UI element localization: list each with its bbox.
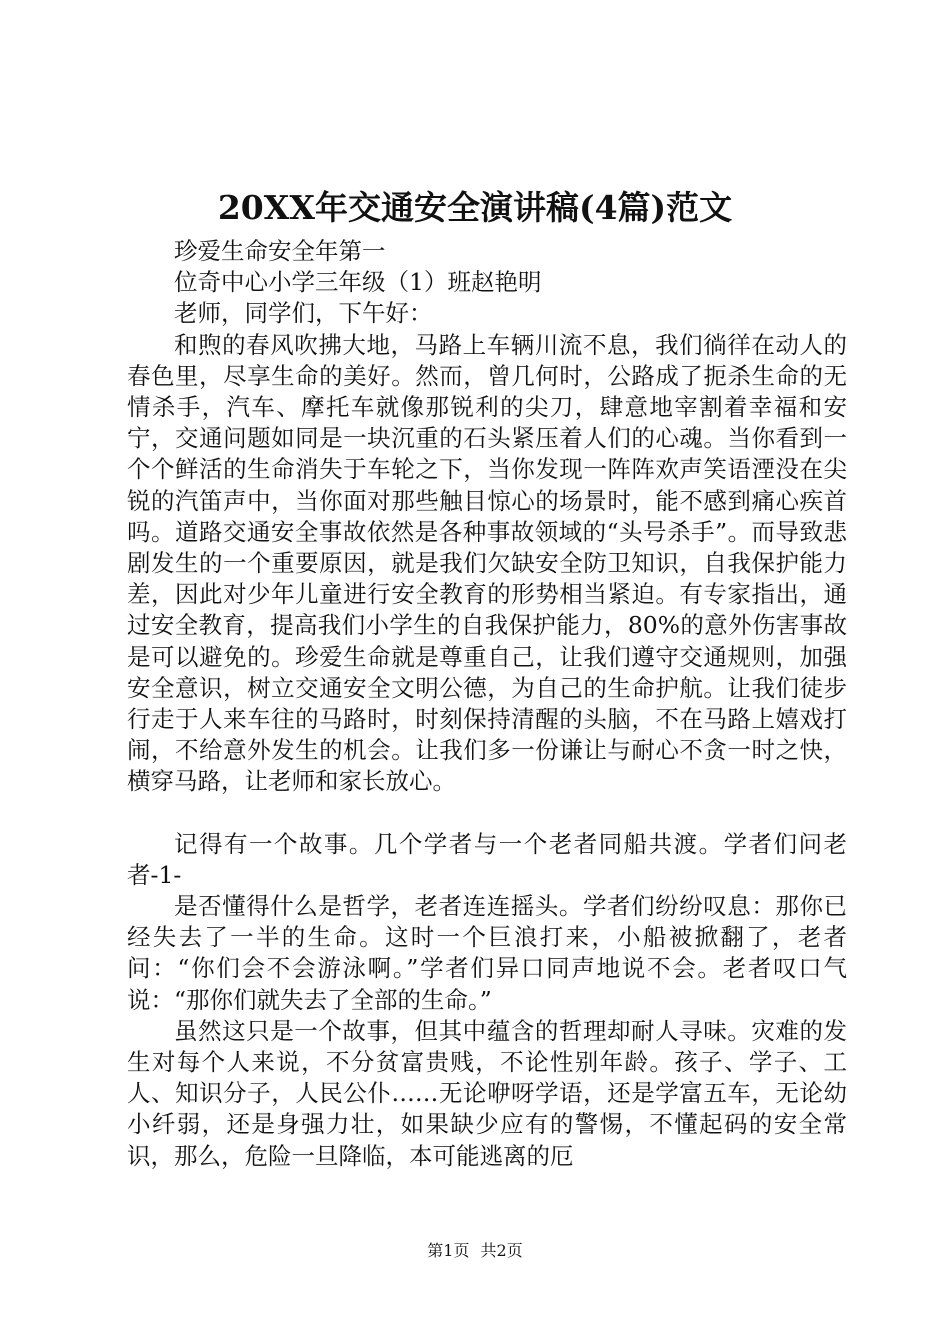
page-footer (0, 1240, 950, 1262)
paragraph-body: 记得有一个故事。几个学者与一个老者同船共渡。学者们问老者-1- (127, 829, 847, 889)
paragraph-body: 和煦的春风吹拂大地，马路上车辆川流不息，我们徜徉在动人的春色里，尽享生命的美好。然而，曾几何时，公路成了扼杀生命的无情杀手，汽车、摩托车就像那锐利的尖刀，肆意地宰割着幸福和安宁，交通问题如同是一块沉重的石头紧压着人们的心魂。当你看到一个个鲜活的生命消失于车轮之下，当你发现一阵阵欢声笑语湮没在尖锐的汽笛声中，当你面对那些触目惊心的场景时，能不感到痛心疾首吗。道路交通安全事故依然是各种事故领域的“头号杀手”。而导致悲剧发生的一个重要原因，就是我们欠缺安全防卫知识，自我保护能力差，因此对少年儿童进行安全教育的形势相当紧迫。有专家指出，通过安全教育，提高我们小学生的自我保护能力，80%的意外伤害事故是可以避免的。珍爱生命就是尊重自己，让我们遵守交通规则，加强安全意识，树立交通安全文明公德，为自己的生命护航。让我们徒步行走于人来车往的马路时，时刻保持清醒的头脑，不在马路上嬉戏打闹，不给意外发生的机会。让我们多一份谦让与耐心不贪一时之快，横穿马路，让老师和家长放心。 (127, 330, 847, 796)
paragraph-greeting: 老师，同学们，下午好： (174, 299, 433, 328)
paragraph-subtitle: 珍爱生命安全年第一 (174, 237, 386, 265)
document-title: 20XX年交通安全演讲稿(4篇)范文 (217, 188, 733, 227)
paragraph-body: 是否懂得什么是哲学，老者连连摇头。学者们纷纷叹息：那你已经失去了一半的生命。这时一个巨浪打来，小船被掀翻了，老者问：“你们会不会游泳啊。”学者们异口同声地说不会。老者叹口气说：“那你们就失去了全部的生命。” (127, 892, 847, 1014)
page-number: 第1页 (427, 1241, 470, 1260)
page-total: 共2页 (480, 1241, 523, 1260)
document-body (127, 236, 847, 1172)
paragraph-body: 虽然这只是一个故事，但其中蕴含的哲理却耐人寻味。灾难的发生对每个人来说，不分贫富贵贱，不论性别年龄。孩子、学子、工人、知识分子，人民公仆……无论咿呀学语，还是学富五车，无论幼小纤弱，还是身强力壮，如果缺少应有的警惕，不懂起码的安全常识，那么，危险一旦降临，本可能逃离的厄 (127, 1016, 847, 1170)
paragraph-author: 位奇中心小学三年级（1）班赵艳明 (174, 268, 542, 297)
